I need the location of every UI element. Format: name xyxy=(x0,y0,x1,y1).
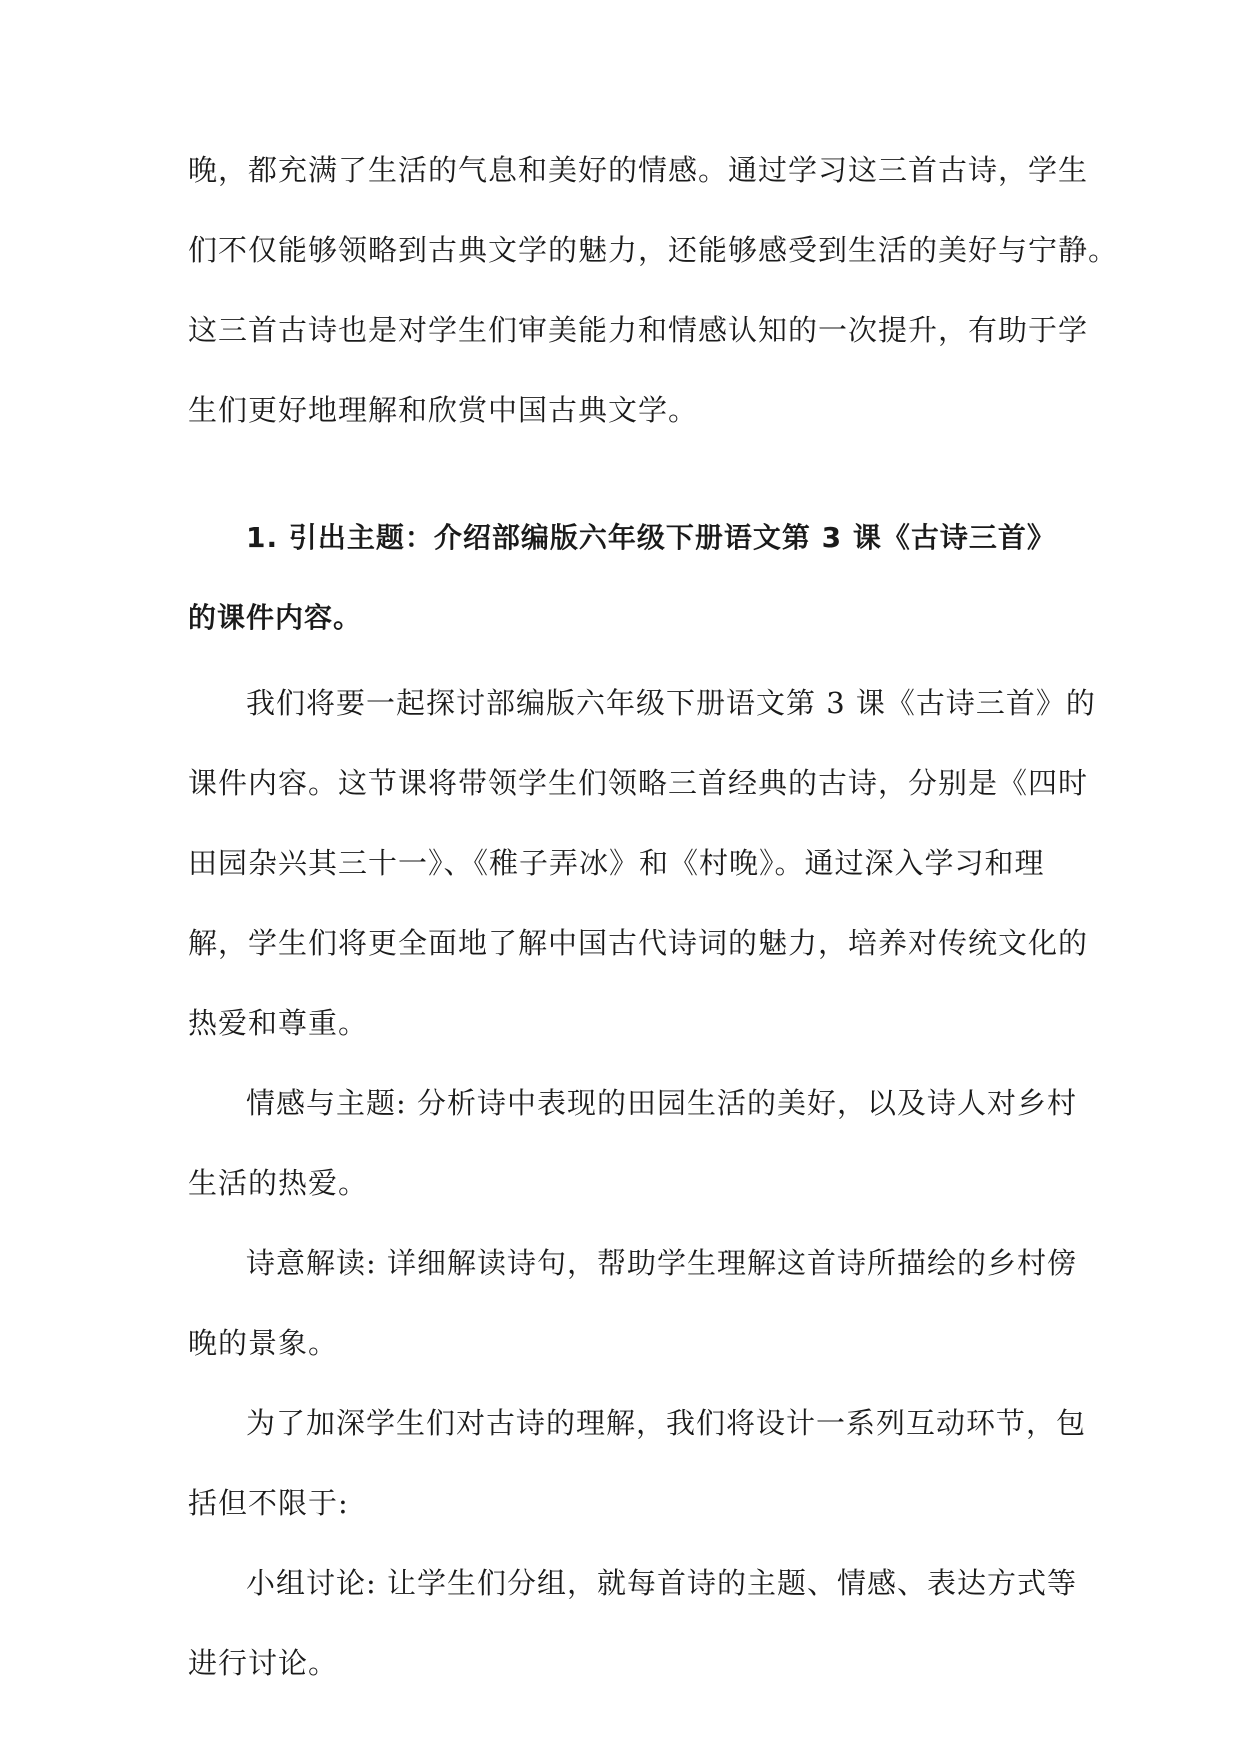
section-heading: 1. 引出主题：介绍部编版六年级下册语文第 3 课《古诗三首》 xyxy=(246,521,1056,554)
paragraph-line: 我们将要一起探讨部编版六年级下册语文第 3 课《古诗三首》的 xyxy=(246,686,1096,720)
paragraph-line: 们不仅能够领略到古典文学的魅力，还能够感受到生活的美好与宁静。 xyxy=(188,233,1119,267)
paragraph-line: 括但不限于: xyxy=(188,1486,349,1520)
paragraph-line: 晚，都充满了生活的气息和美好的情感。通过学习这三首古诗，学生 xyxy=(188,153,1089,187)
section-heading-continuation: 的课件内容。 xyxy=(188,601,363,634)
paragraph-line: 进行讨论。 xyxy=(188,1646,339,1680)
paragraph-line: 田园杂兴其三十一》、《稚子弄冰》和《村晚》。通过深入学习和理 xyxy=(188,846,1045,880)
paragraph-line: 生们更好地理解和欣赏中国古典文学。 xyxy=(188,393,699,427)
paragraph-line: 晚的景象。 xyxy=(188,1326,339,1360)
paragraph-line: 情感与主题: 分析诗中表现的田园生活的美好，以及诗人对乡村 xyxy=(246,1086,1077,1120)
paragraph-line: 课件内容。这节课将带领学生们领略三首经典的古诗，分别是《四时 xyxy=(188,766,1089,800)
paragraph-line: 生活的热爱。 xyxy=(188,1166,369,1200)
paragraph-line: 为了加深学生们对古诗的理解，我们将设计一系列互动环节，包 xyxy=(246,1406,1087,1440)
paragraph-line: 解，学生们将更全面地了解中国古代诗词的魅力，培养对传统文化的 xyxy=(188,926,1089,960)
paragraph-line: 诗意解读: 详细解读诗句，帮助学生理解这首诗所描绘的乡村傍 xyxy=(246,1246,1077,1280)
paragraph-line: 热爱和尊重。 xyxy=(188,1006,369,1040)
paragraph-line: 这三首古诗也是对学生们审美能力和情感认知的一次提升，有助于学 xyxy=(188,313,1089,347)
paragraph-line: 小组讨论: 让学生们分组，就每首诗的主题、情感、表达方式等 xyxy=(246,1566,1077,1600)
